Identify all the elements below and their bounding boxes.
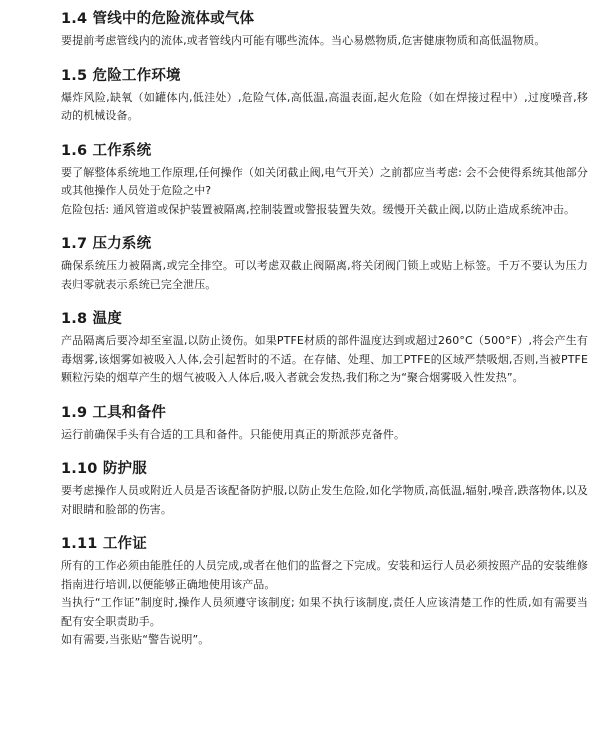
section-heading: 1.4 管线中的危险流体或气体 <box>61 11 255 27</box>
section-work-permit <box>61 534 588 650</box>
section-heading: 1.5 危险工作环境 <box>61 67 181 84</box>
section-heading: 1.11 工作证 <box>61 536 147 552</box>
section-heading: 1.10 防护服 <box>61 461 147 477</box>
section-paragraph: 确保系统压力被隔离,或完全排空。可以考虑双截止阀隔离,将关闭阀门锁上或贴上标签。千万不要认为压力表归零就表示系统已完全泄压。 <box>61 259 588 291</box>
section-hazardous-fluids <box>61 9 588 51</box>
section-protective-clothing <box>61 459 588 519</box>
section-paragraph: 爆炸风险,缺氧（如罐体内,低洼处）,危险气体,高低温,高温表面,起火危险（如在焊接过程中）,过度噪音,移动的机械设备。 <box>61 90 588 122</box>
section-heading: 1.9 工具和备件 <box>61 404 167 421</box>
section-paragraph: 要提前考虑管线内的流体,或者管线内可能有哪些流体。当心易燃物质,危害健康物质和高低温物质。 <box>61 34 546 47</box>
section-pressure-system <box>61 234 588 294</box>
section-paragraph: 运行前确保手头有合适的工具和备件。只能使用真正的斯派莎克备件。 <box>61 427 406 441</box>
section-tools-and-spares <box>61 403 588 445</box>
section-heading: 1.8 温度 <box>61 311 122 327</box>
section-paragraph: 产品隔离后要冷却至室温,以防止烫伤。如果PTFE材质的部件温度达到或超过260°C（500°F）,将会产生有毒烟雾,该烟雾如被吸入人体,会引起暂时的不适。在存储、处理、加工PTFE的区域严禁吸烟,否则,当被PTFE颗粒污染的烟草产生的烟气被吸入人体后,吸入者就会发热,我们称之为“聚合烟雾吸入性发热”。 <box>61 334 588 384</box>
section-hazardous-environment <box>61 66 588 126</box>
section-paragraph: 当执行“工作证”制度时,操作人员须遵守该制度; 如果不执行该制度,责任人应该清楚工作的性质,如有需要当配有安全职责助手。 <box>61 596 588 628</box>
section-paragraph: 危险包括: 通风管道或保护装置被隔离,控制装置或警报装置失效。缓慢开关截止阀,以防止造成系统冲击。 <box>61 202 576 216</box>
section-heading: 1.7 压力系统 <box>61 236 152 252</box>
section-paragraph: 要考虑操作人员或附近人员是否该配备防护服,以防止发生危险,如化学物质,高低温,辐射,噪音,跌落物体,以及对眼睛和脸部的伤害。 <box>61 484 588 516</box>
section-heading: 1.6 工作系统 <box>61 142 152 159</box>
section-work-system <box>61 141 588 220</box>
section-paragraph: 如有需要,当张贴“警告说明”。 <box>61 633 210 646</box>
section-paragraph: 要了解整体系统地工作原理,任何操作（如关闭截止阀,电气开关）之前都应当考虑: 会不会使得系统其他部分或其他操作人员处于危险之中? <box>61 165 588 197</box>
section-temperature <box>61 309 588 388</box>
section-paragraph: 所有的工作必须由能胜任的人员完成,或者在他们的监督之下完成。安装和运行人员必须按照产品的安装维修指南进行培训,以便能够正确地使用该产品。 <box>61 559 588 591</box>
